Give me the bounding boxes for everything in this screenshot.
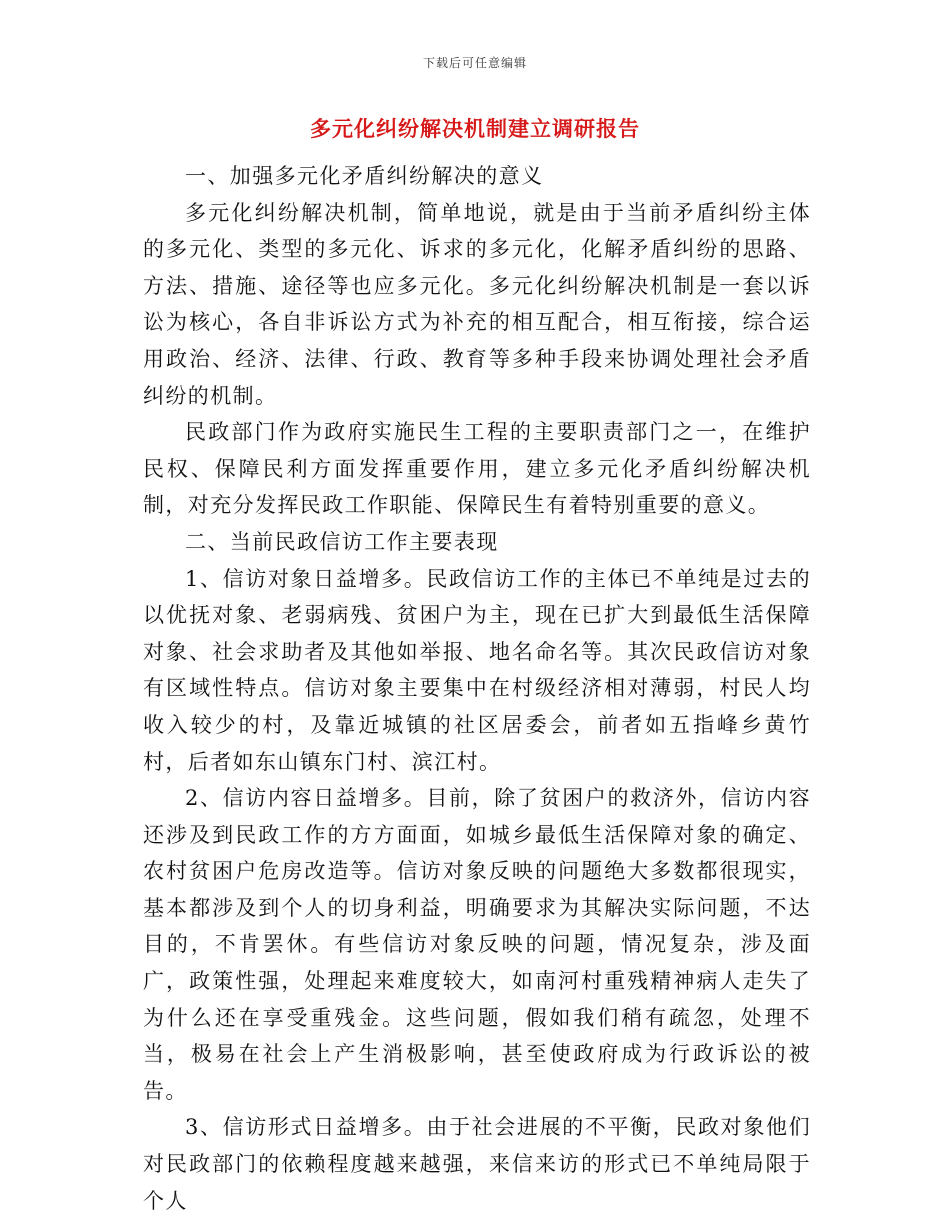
document-body — [143, 158, 811, 1219]
section-heading-1: 一、加强多元化矛盾纠纷解决的意义 — [185, 164, 544, 188]
section-heading-2: 二、当前民政信访工作主要表现 — [185, 529, 499, 554]
paragraph: 1、信访对象日益增多。民政信访工作的主体已不单纯是过去的以优抚对象、老弱病残、贫困户为主，现在已扩大到最低生活保障对象、社会求助者及其他如举报、地名命名等。其次民政信访对象有区域性特点。信访对象主要集中在村级经济相对薄弱，村民人均收入较少的村，及靠近城镇的社区居委会，前者如五指峰乡黄竹村，后者如东山镇东门村、滨江村。 — [143, 566, 811, 774]
paragraph: 3、信访形式日益增多。由于社会进展的不平衡，民政对象他们对民政部门的依赖程度越来越强，来信来访的形式已不单纯局限于个人 — [143, 1115, 811, 1213]
paragraph: 多元化纠纷解决机制，简单地说，就是由于当前矛盾纠纷主体的多元化、类型的多元化、诉求的多元化，化解矛盾纠纷的思路、方法、措施、途径等也应多元化。多元化纠纷解决机制是一套以诉讼为核心，各自非诉讼方式为补充的相互配合，相互衔接，综合运用政治、经济、法律、行政、教育等多种手段来协调处理社会矛盾纠纷的机制。 — [143, 200, 811, 408]
header-note: 下载后可任意编辑 — [422, 56, 527, 70]
document-title: 多元化纠纷解决机制建立调研报告 — [310, 116, 640, 141]
paragraph: 民政部门作为政府实施民生工程的主要职责部门之一，在维护民权、保障民利方面发挥重要作用，建立多元化矛盾纠纷解决机制，对充分发挥民政工作职能、保障民生有着特别重要的意义。 — [143, 420, 811, 518]
paragraph: 2、信访内容日益增多。目前，除了贫困户的救济外，信访内容还涉及到民政工作的方方面面，如城乡最低生活保障对象的确定、农村贫困户危房改造等。信访对象反映的问题绝大多数都很现实，基本都涉及到个人的切身利益，明确要求为其解决实际问题，不达目的，不肯罢休。有些信访对象反映的问题，情况复杂，涉及面广，政策性强，处理起来难度较大，如南河村重残精神病人走失了为什么还在享受重残金。这些问题，假如我们稍有疏忽，处理不当，极易在社会上产生消极影响，甚至使政府成为行政诉讼的被告。 — [143, 786, 811, 1103]
